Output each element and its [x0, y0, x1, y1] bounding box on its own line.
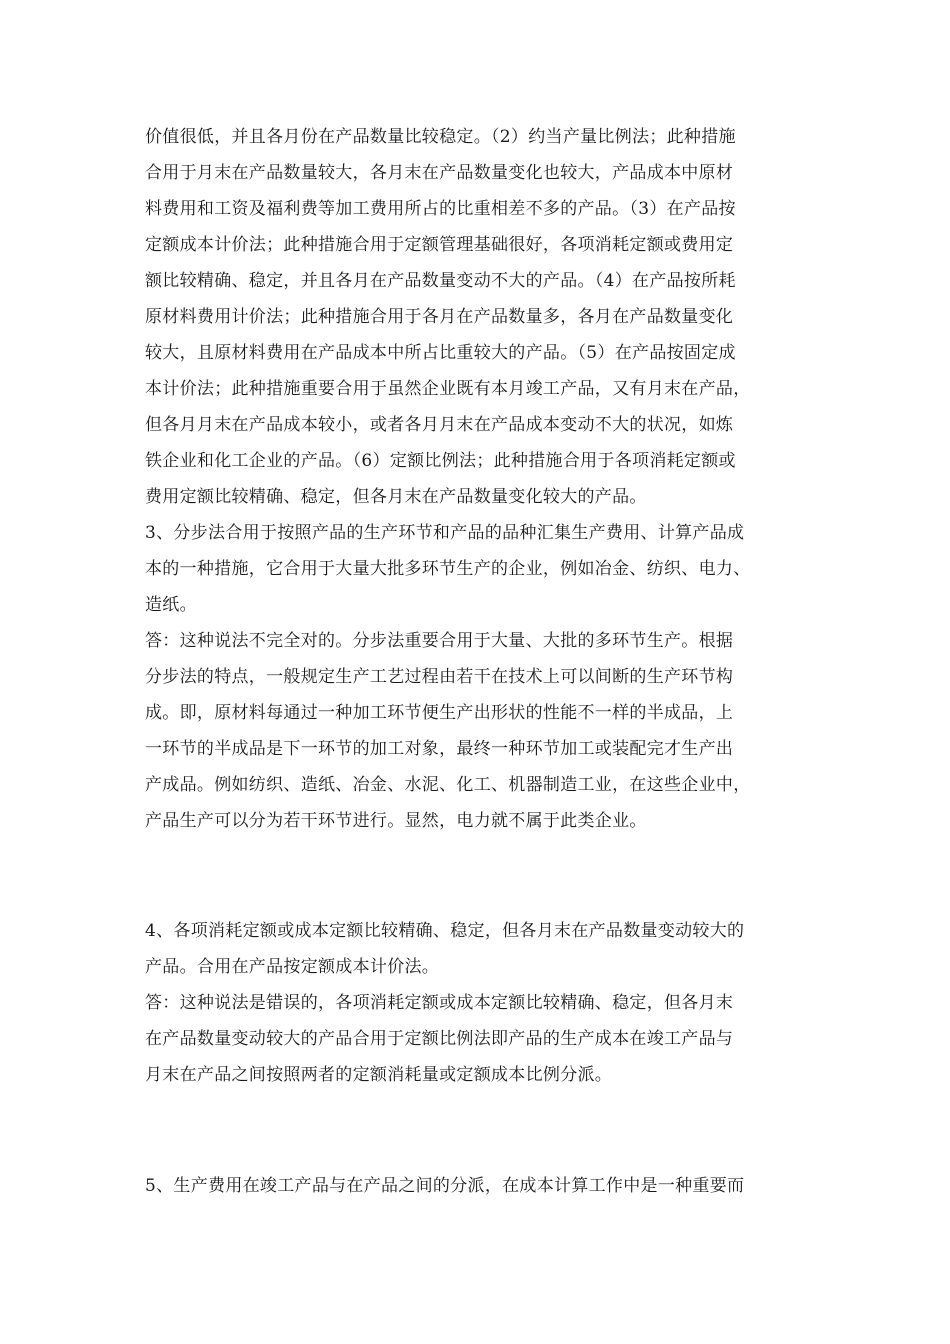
text-line: 原材料费用计价法；此种措施合用于各月在产品数量多，各月在产品数量变化 [145, 307, 734, 327]
text-line: 但各月月末在产品成本较小，或者各月月末在产品成本变动不大的状况，如炼 [145, 415, 734, 435]
text-line: 价值很低，并且各月份在产品数量比较稳定。（2）约当产量比例法；此种措施 [145, 127, 736, 147]
answer-3-line: 成。即，原材料每通过一种加工环节便生产出形状的性能不一样的半成品，上 [145, 703, 734, 723]
answer-3-line: 一环节的半成品是下一环节的加工对象，最终一种环节加工或装配完才生产出 [145, 739, 734, 759]
text-line: 额比较精确、稳定，并且各月在产品数量变动不大的产品。（4）在产品按所耗 [145, 271, 736, 291]
question-3-line: 本的一种措施，它合用于大量大批多环节生产的企业，例如冶金、纺织、电力、 [145, 559, 751, 579]
text-line: 本计价法；此种措施重要合用于虽然企业既有本月竣工产品，又有月末在产品， [145, 379, 751, 399]
answer-4-line: 月末在产品之间按照两者的定额消耗量或定额成本比例分派。 [145, 1065, 613, 1085]
answer-3-line: 产成品。例如纺织、造纸、冶金、水泥、化工、机器制造工业，在这些企业中， [145, 775, 751, 795]
answer-4-line: 答：这种说法是错误的，各项消耗定额或成本定额比较精确、稳定，但各月末 [145, 993, 734, 1013]
answer-4-line: 在产品数量变动较大的产品合用于定额比例法即产品的生产成本在竣工产品与 [145, 1029, 734, 1049]
question-3-line: 造纸。 [145, 595, 197, 615]
answer-3-line: 产品生产可以分为若干环节进行。显然，电力就不属于此类企业。 [145, 811, 647, 831]
question-4-line: 4、各项消耗定额或成本定额比较精确、稳定，但各月末在产品数量变动较大的 [145, 921, 745, 941]
question-4-line: 产品。合用在产品按定额成本计价法。 [145, 957, 440, 977]
answer-3-line: 答：这种说法不完全对的。分步法重要合用于大量、大批的多环节生产。根据 [145, 631, 734, 651]
text-line: 合用于月末在产品数量较大，各月末在产品数量变化也较大，产品成本中原材 [145, 163, 734, 183]
text-line: 铁企业和化工企业的产品。（6）定额比例法；此种措施合用于各项消耗定额或 [145, 451, 736, 471]
text-line: 定额成本计价法；此种措施合用于定额管理基础很好，各项消耗定额或费用定 [145, 235, 734, 255]
text-line: 费用定额比较精确、稳定，但各月末在产品数量变化较大的产品。 [145, 487, 647, 507]
text-line: 料费用和工资及福利费等加工费用所占的比重相差不多的产品。（3）在产品按 [145, 199, 736, 219]
question-5-line: 5、生产费用在竣工产品与在产品之间的分派，在成本计算工作中是一种重要而 [145, 1176, 745, 1196]
text-line: 较大，且原材料费用在产品成本中所占比重较大的产品。（5）在产品按固定成 [145, 343, 736, 363]
question-3-line: 3、分步法合用于按照产品的生产环节和产品的品种汇集生产费用、计算产品成 [145, 523, 745, 543]
answer-3-line: 分步法的特点，一般规定生产工艺过程由若干在技术上可以间断的生产环节构 [145, 667, 734, 687]
